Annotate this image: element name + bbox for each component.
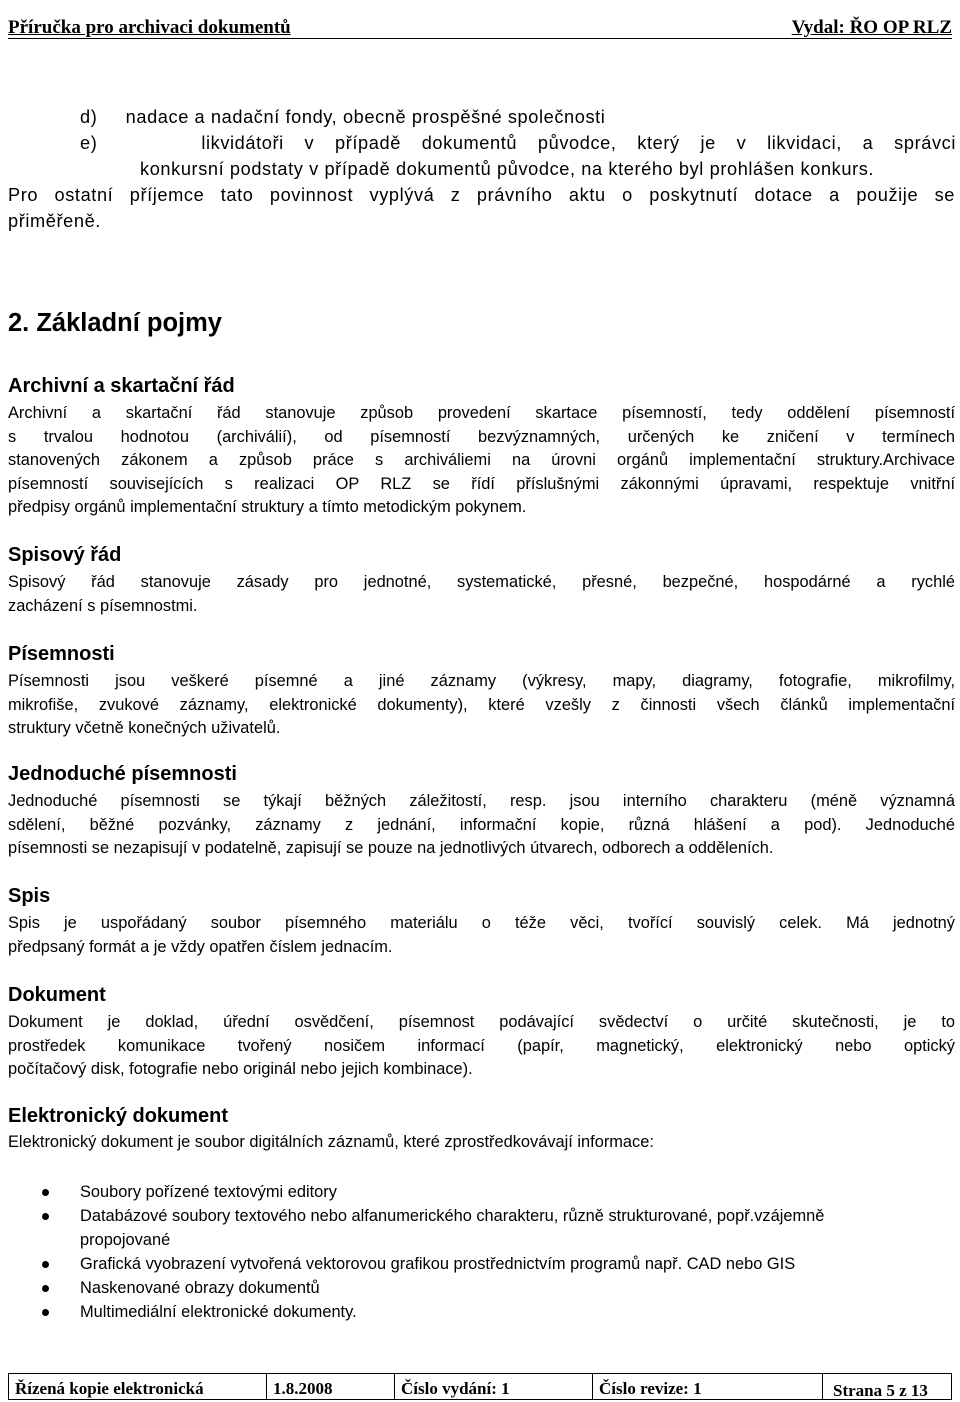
- list-item-text: Databázové soubory textového nebo alfanumerického charakteru, různě strukturované, popř.vzájemně propojované: [80, 1207, 825, 1249]
- section-text: [8, 912, 955, 959]
- footer-page-number: Strana 5 z 13: [833, 1381, 928, 1400]
- list-item-text: Naskenované obrazy dokumentů: [80, 1279, 320, 1297]
- bullet-icon: [42, 1189, 49, 1196]
- bullet-icon: [42, 1285, 49, 1292]
- list-item-e: e) likvidátoři v případě dokumentů původce, který je v likvidaci, a správci: [80, 133, 956, 153]
- text-line: Dokument je doklad, úřední osvědčení, písemnost podávající svědectví o určité skutečnosti, je to: [8, 1013, 955, 1031]
- list-item-d: d) nadace a nadační fondy, obecně prospěšné společnosti: [80, 107, 606, 127]
- text-line: stanovených zákonem a způsob práce s archiváliemi na úrovni orgánů implementační struktury.Archivace: [8, 451, 955, 470]
- section-text: [8, 790, 955, 861]
- section-text: [8, 402, 955, 520]
- text-line: písemností souvisejících s realizaci OP RLZ se řídí příslušnými zákonnými úpravami, respektuje vnitřní: [8, 474, 955, 493]
- text-line: Písemnosti jsou veškeré písemné a jiné záznamy (výkresy, mapy, diagramy, fotografie, mikrofilmy,: [8, 672, 955, 690]
- text-line: písemnosti se nezapisují v podatelně, zapisují se pouze na jednotlivých útvarech, odborech a odděleních.: [8, 839, 774, 858]
- list-item: [42, 1204, 860, 1252]
- section-heading: Elektronický dokument: [8, 1105, 229, 1127]
- intro-paragraph: Pro ostatní příjemce tato povinnost vyplývá z právního aktu o poskytnutí dotace a použije se: [8, 185, 955, 205]
- page-footer: [8, 1373, 952, 1400]
- list-item: [42, 1252, 880, 1276]
- footer-issue: Číslo vydání: 1: [395, 1374, 593, 1399]
- section-heading: Archivní a skartační řád: [8, 375, 235, 397]
- text-line: předpisy orgánů implementační struktury a tímto metodickým pokynem.: [8, 498, 527, 517]
- bullet-icon: [42, 1261, 49, 1268]
- text-line: mikrofiše, zvukové záznamy, elektronické dokumenty), které vzešly z činnosti všech článků implementační: [8, 695, 955, 714]
- text-line: prostředek komunikace tvořený nosičem informací (papír, magnetický, elektronický nebo optický: [8, 1036, 955, 1055]
- text-line: struktury včetně konečných uživatelů.: [8, 719, 281, 738]
- text-line: Archivní a skartační řád stanovuje způsob provedení skartace písemností, tedy oddělení písemností: [8, 404, 955, 422]
- footer-copy: Řízená kopie elektronická: [9, 1374, 267, 1399]
- text-line: Spis je uspořádaný soubor písemného materiálu o téže věci, tvořící souvislý celek. Má jednotný: [8, 914, 955, 932]
- list-item-text: Soubory pořízené textovými editory: [80, 1183, 337, 1201]
- text-line: Elektronický dokument je soubor digitálních záznamů, které zprostředkovávají informace:: [8, 1133, 654, 1151]
- document-title: Příručka pro archivaci dokumentů: [8, 17, 291, 38]
- section-heading: Písemnosti: [8, 643, 115, 665]
- text-line: zacházení s písemnostmi.: [8, 596, 198, 615]
- list-item: [42, 1300, 942, 1324]
- intro-paragraph-end: přiměřeně.: [8, 211, 101, 231]
- section-heading: Jednoduché písemnosti: [8, 763, 237, 785]
- list-item-text: Multimediální elektronické dokumenty.: [80, 1303, 357, 1321]
- text-line: sdělení, běžné pozvánky, záznamy z jednání, informační kopie, různá hlášení a pod). Jednoduché: [8, 815, 955, 834]
- bullet-icon: [42, 1309, 49, 1316]
- text-line: Spisový řád stanovuje zásady pro jednotné, systematické, přesné, bezpečné, hospodárné a rychlé: [8, 573, 955, 591]
- section-text: [8, 571, 955, 618]
- bullet-list: [42, 1180, 942, 1324]
- section-heading: Spisový řád: [8, 544, 122, 566]
- chapter-title: 2. Základní pojmy: [8, 309, 222, 337]
- section-text: [8, 670, 955, 741]
- issuer: Vydal: ŘO OP RLZ: [791, 17, 952, 38]
- text-line: Jednoduché písemnosti se týkají běžných záležitostí, resp. jsou interního charakteru (méně významná: [8, 792, 955, 810]
- section-heading: Dokument: [8, 984, 106, 1006]
- text-line: počítačový disk, fotografie nebo originál nebo jejich kombinace).: [8, 1060, 473, 1079]
- list-item: [42, 1180, 942, 1204]
- list-item: [42, 1276, 942, 1300]
- text-line: předpsaný formát a je vždy opatřen číslem jednacím.: [8, 937, 393, 956]
- footer-revision: Číslo revize: 1: [593, 1374, 823, 1399]
- bullet-icon: [42, 1213, 49, 1220]
- section-text: [8, 1131, 955, 1155]
- list-item-text: Grafická vyobrazení vytvořená vektorovou grafikou prostřednictvím programů např. CAD nebo GIS: [80, 1255, 796, 1273]
- page-header: [8, 0, 952, 39]
- footer-date: 1.8.2008: [267, 1374, 395, 1399]
- section-text: [8, 1011, 955, 1082]
- text-line: s trvalou hodnotou (archiválií), od písemností bezvýznamných, určených ke zničení v termínech: [8, 427, 955, 446]
- list-item-e-cont: konkursní podstaty v případě dokumentů původce, na kterého byl prohlášen konkurs.: [140, 159, 875, 179]
- section-heading: Spis: [8, 885, 51, 907]
